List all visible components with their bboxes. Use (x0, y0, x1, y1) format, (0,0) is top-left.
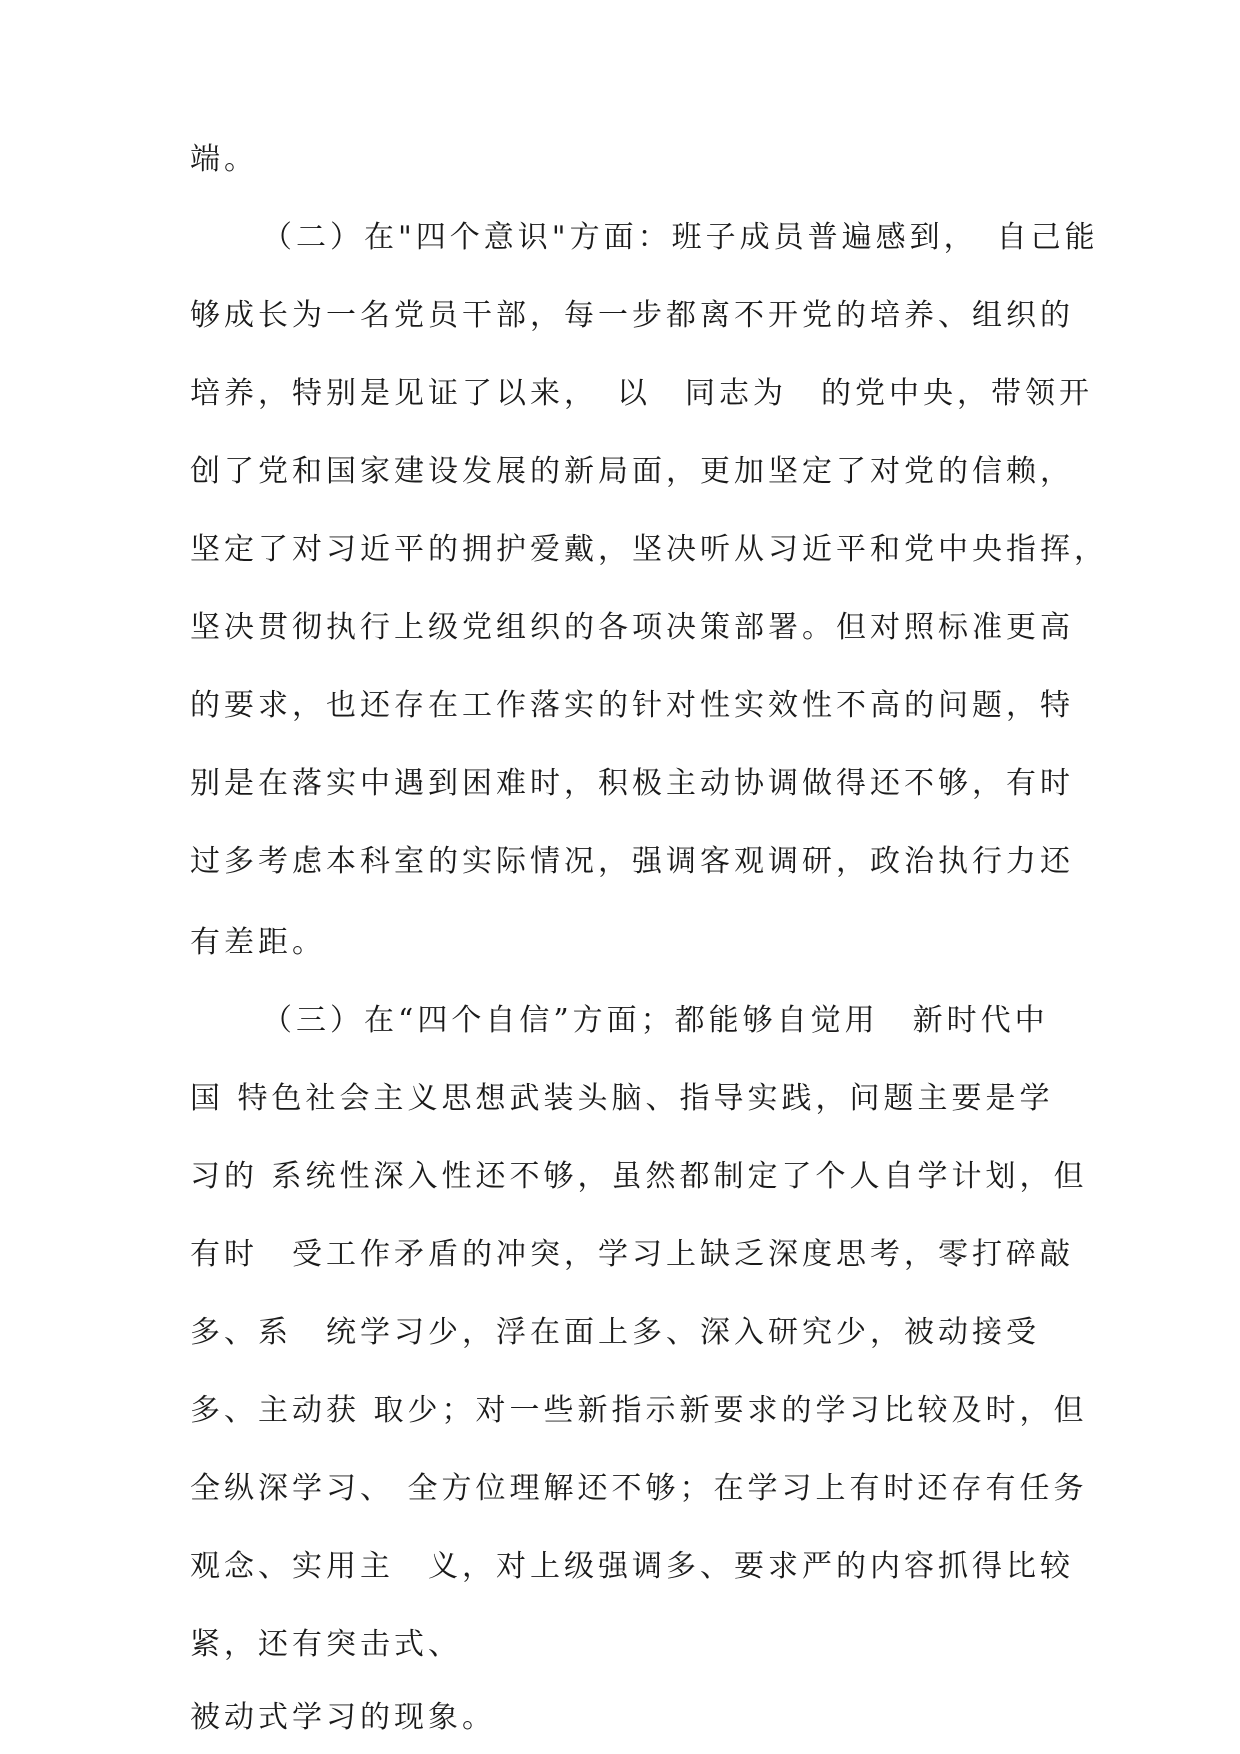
text-line: 够成长为一名党员干部，每一步都离不开党的培养、组织的 (190, 298, 1074, 333)
text-line: 培养，特别是见证了以来， 以 同志为 的党中央，带领开 (190, 376, 1093, 411)
text-line: 坚定了对习近平的拥护爱戴，坚决听从习近平和党中央指挥， (190, 532, 1108, 567)
text-line: 被动式学习的现象。 (190, 1700, 496, 1735)
text-line: 全纵深学习、 全方位理解还不够；在学习上有时还存有任务 (190, 1471, 1088, 1506)
text-line: 的要求，也还存在工作落实的针对性实效性不高的问题，特 (190, 688, 1074, 723)
text-line: 紧，还有突击式、 (190, 1627, 462, 1662)
text-line: 多、主动获 取少；对一些新指示新要求的学习比较及时，但 (190, 1393, 1088, 1428)
text-line: 创了党和国家建设发展的新局面，更加坚定了对党的信赖， (190, 454, 1074, 489)
text-line: 别是在落实中遇到困难时，积极主动协调做得还不够，有时 (190, 766, 1074, 801)
text-line: 过多考虑本科室的实际情况，强调客观调研，政治执行力还 (190, 844, 1074, 879)
text-line: 国 特色社会主义思想武装头脑、指导实践，问题主要是学 (190, 1081, 1054, 1116)
text-line: 观念、实用主 义，对上级强调多、要求严的内容抓得比较 (190, 1549, 1074, 1584)
text-line: 有时 受工作矛盾的冲突，学习上缺乏深度思考，零打碎敲 (190, 1237, 1074, 1272)
paragraph-heading-2: （二）在"四个意识"方面：班子成员普遍感到， 自己能 (262, 220, 1099, 255)
text-line: 端。 (190, 142, 258, 177)
paragraph-heading-3: （三）在“四个自信”方面；都能够自觉用 新时代中 (262, 1003, 1049, 1038)
text-line: 习的 系统性深入性还不够，虽然都制定了个人自学计划，但 (190, 1159, 1088, 1194)
text-line: 多、系 统学习少，浮在面上多、深入研究少，被动接受 (190, 1315, 1040, 1350)
text-line: 有差距。 (190, 925, 326, 960)
text-line: 坚决贯彻执行上级党组织的各项决策部署。但对照标准更高 (190, 610, 1074, 645)
